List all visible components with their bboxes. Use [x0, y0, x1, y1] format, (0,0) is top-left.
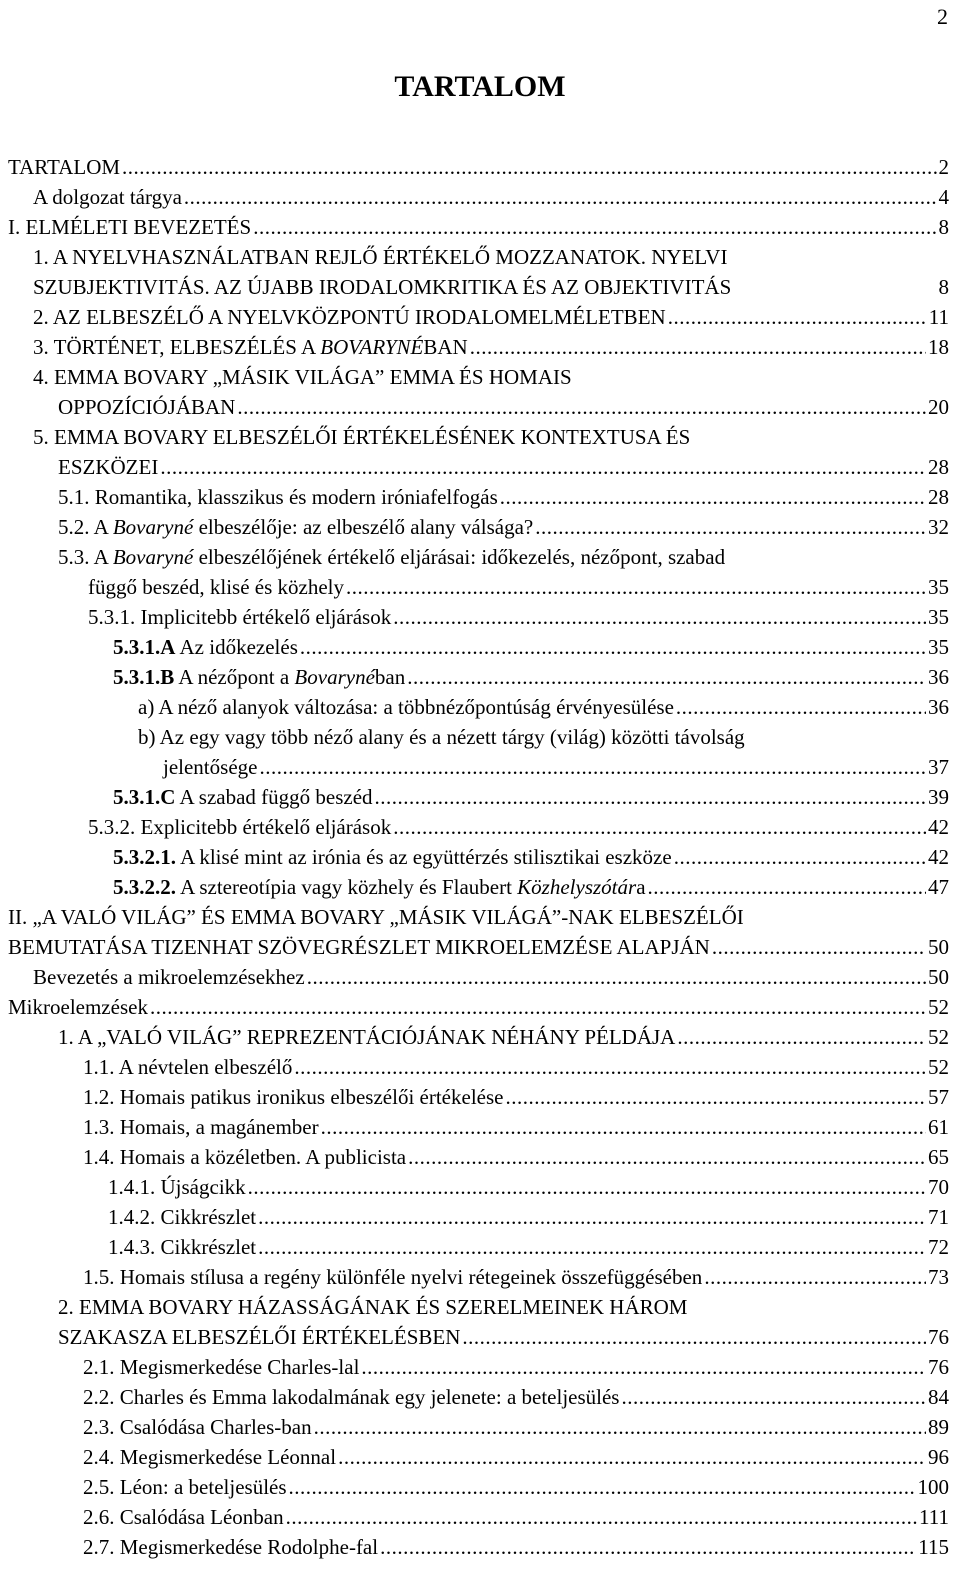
- toc-entry-page: 32: [928, 515, 949, 539]
- toc-entry[interactable]: [8, 902, 949, 962]
- dot-leader: [393, 602, 926, 632]
- table-of-contents: [8, 152, 949, 1562]
- toc-entry-page: 42: [928, 815, 949, 839]
- dot-leader: [321, 1112, 926, 1142]
- toc-entry-title: 5.3.1.A Az időkezelés: [113, 635, 298, 659]
- toc-entry[interactable]: [8, 482, 949, 512]
- toc-entry[interactable]: [8, 782, 949, 812]
- toc-entry-page: 37: [928, 755, 949, 779]
- toc-entry-title: ESZKÖZEI: [58, 455, 159, 479]
- toc-entry-title: 1.4.2. Cikkrészlet: [108, 1205, 257, 1229]
- toc-entry-line: b) Az egy vagy több néző alany és a nézett tárgy (világ) közötti távolság: [138, 725, 745, 749]
- toc-entry[interactable]: [8, 212, 949, 242]
- toc-entry[interactable]: [8, 242, 949, 302]
- toc-entry[interactable]: [8, 1532, 949, 1562]
- toc-entry[interactable]: [8, 1382, 949, 1412]
- toc-entry-page: 52: [928, 1055, 949, 1079]
- toc-entry-title: 1.2. Homais patikus ironikus elbeszélői értékelése: [83, 1085, 504, 1109]
- dot-leader: [407, 662, 926, 692]
- dot-leader: [535, 512, 926, 542]
- toc-entry-page: 115: [918, 1535, 949, 1559]
- toc-entry-title: 1.1. A névtelen elbeszélő: [83, 1055, 293, 1079]
- toc-entry-title: 2. AZ ELBESZÉLŐ A NYELVKÖZPONTÚ IRODALOMELMÉLETBEN: [33, 305, 666, 329]
- toc-entry-title: TARTALOM: [8, 155, 121, 179]
- toc-entry[interactable]: [8, 1442, 949, 1472]
- toc-entry[interactable]: [8, 362, 949, 422]
- dot-leader: [338, 1442, 926, 1472]
- dot-leader: [122, 152, 936, 182]
- dot-leader: [505, 1082, 926, 1112]
- toc-entry-page: 50: [928, 935, 949, 959]
- toc-entry[interactable]: [8, 872, 949, 902]
- toc-entry[interactable]: [8, 1262, 949, 1292]
- toc-entry[interactable]: [8, 1022, 949, 1052]
- toc-entry[interactable]: [8, 662, 949, 692]
- toc-entry[interactable]: [8, 1232, 949, 1262]
- toc-entry[interactable]: [8, 1292, 949, 1352]
- dot-leader: [248, 1172, 926, 1202]
- toc-entry[interactable]: [8, 1112, 949, 1142]
- toc-entry-title: 5.3.1. Implicitebb értékelő eljárások: [88, 605, 392, 629]
- toc-entry-page: 76: [928, 1355, 949, 1379]
- toc-entry-line: 4. EMMA BOVARY „MÁSIK VILÁGA” EMMA ÉS HOMAIS: [33, 365, 572, 389]
- toc-entry-title: 1.4.1. Újságcikk: [108, 1175, 246, 1199]
- toc-entry[interactable]: [8, 962, 949, 992]
- dot-leader: [160, 452, 926, 482]
- toc-entry-page: 84: [928, 1385, 949, 1409]
- toc-entry-title: 1.3. Homais, a magánember: [83, 1115, 319, 1139]
- toc-entry-page: 28: [928, 455, 949, 479]
- toc-entry-title: Bevezetés a mikroelemzésekhez: [33, 965, 305, 989]
- toc-entry-page: 71: [928, 1205, 949, 1229]
- dot-leader: [470, 332, 926, 362]
- toc-entry[interactable]: [8, 842, 949, 872]
- toc-entry-page: 39: [928, 785, 949, 809]
- toc-entry-title: a) A néző alanyok változása: a többnézőpontúság érvényesülése: [138, 695, 674, 719]
- dot-leader: [259, 752, 926, 782]
- toc-entry-page: 35: [928, 605, 949, 629]
- toc-entry-line: 5. EMMA BOVARY ELBESZÉLŐI ÉRTÉKELÉSÉNEK KONTEXTUSA ÉS: [33, 425, 691, 449]
- dot-leader: [674, 842, 926, 872]
- toc-entry-title: 5.3.1.B A nézőpont a Bovarynéban: [113, 665, 406, 689]
- toc-entry[interactable]: [8, 422, 949, 482]
- toc-entry-title: I. ELMÉLETI BEVEZETÉS: [8, 215, 252, 239]
- toc-entry-title: BEMUTATÁSA TIZENHAT SZÖVEGRÉSZLET MIKROELEMZÉSE ALAPJÁN: [8, 935, 710, 959]
- toc-entry[interactable]: [8, 302, 949, 332]
- toc-entry-page: 100: [917, 1475, 949, 1499]
- toc-entry-title: 2.6. Csalódása Léonban: [83, 1505, 284, 1529]
- toc-entry-page: 96: [928, 1445, 949, 1469]
- toc-entry[interactable]: [8, 332, 949, 362]
- toc-entry[interactable]: [8, 1502, 949, 1532]
- toc-entry-title: 1.4. Homais a közéletben. A publicista: [83, 1145, 407, 1169]
- toc-entry-line: II. „A VALÓ VILÁG” ÉS EMMA BOVARY „MÁSIK VILÁGÁ”-NAK ELBESZÉLŐI: [8, 905, 744, 929]
- toc-entry-title: Mikroelemzések: [8, 995, 148, 1019]
- dot-leader: [346, 572, 926, 602]
- toc-entry-page: 11: [928, 305, 949, 329]
- dot-leader: [258, 1232, 926, 1262]
- toc-entry-page: 52: [928, 995, 949, 1019]
- toc-entry-title: 5.1. Romantika, klasszikus és modern iróniafelfogás: [58, 485, 498, 509]
- toc-entry[interactable]: [8, 1172, 949, 1202]
- toc-entry[interactable]: [8, 602, 949, 632]
- dot-leader: [408, 1142, 926, 1172]
- toc-entry-page: 18: [928, 335, 949, 359]
- dot-leader: [307, 962, 926, 992]
- toc-entry-page: 57: [928, 1085, 949, 1109]
- toc-entry-line: 5.3. A Bovaryné elbeszélőjének értékelő eljárásai: időkezelés, nézőpont, szabad: [58, 545, 726, 569]
- toc-entry-page: 42: [928, 845, 949, 869]
- toc-entry[interactable]: [8, 722, 949, 782]
- dot-leader: [462, 1322, 926, 1352]
- toc-entry[interactable]: [8, 812, 949, 842]
- toc-entry-page: 76: [928, 1325, 949, 1349]
- toc-entry[interactable]: [8, 152, 949, 182]
- toc-entry-title: 5.2. A Bovaryné elbeszélője: az elbeszélő alany válsága?: [58, 515, 534, 539]
- page-number: 2: [937, 4, 948, 29]
- toc-entry-title: 3. TÖRTÉNET, ELBESZÉLÉS A BOVARYNÉBAN: [33, 335, 468, 359]
- dot-leader: [648, 872, 926, 902]
- toc-entry-page: 4: [938, 185, 949, 209]
- toc-entry-page: 61: [928, 1115, 949, 1139]
- toc-entry[interactable]: [8, 1202, 949, 1232]
- toc-entry-page: 70: [928, 1175, 949, 1199]
- toc-entry-page: 35: [928, 575, 949, 599]
- toc-entry-title: 2.5. Léon: a beteljesülés: [83, 1475, 287, 1499]
- toc-entry-title: 1. A „VALÓ VILÁG” REPREZENTÁCIÓJÁNAK NÉHÁNY PÉLDÁJA: [58, 1025, 676, 1049]
- toc-entry[interactable]: [8, 512, 949, 542]
- toc-entry-title: SZAKASZA ELBESZÉLŐI ÉRTÉKELÉSBEN: [58, 1325, 461, 1349]
- toc-entry[interactable]: [8, 1352, 949, 1382]
- dot-leader: [184, 182, 937, 212]
- toc-entry-title: 5.3.2.2. A sztereotípia vagy közhely és Flaubert Közhelyszótára: [113, 875, 646, 899]
- dot-leader: [258, 1202, 926, 1232]
- dot-leader: [294, 1052, 926, 1082]
- dot-leader: [393, 812, 926, 842]
- dot-leader: [361, 1352, 926, 1382]
- dot-leader: [314, 1412, 926, 1442]
- toc-entry[interactable]: [8, 692, 949, 722]
- toc-entry[interactable]: [8, 1052, 949, 1082]
- toc-entry[interactable]: [8, 632, 949, 662]
- dot-leader: [677, 1022, 926, 1052]
- toc-entry[interactable]: [8, 1472, 949, 1502]
- dot-leader: [375, 782, 926, 812]
- toc-entry-page: 111: [919, 1505, 949, 1529]
- toc-entry-line: 2. EMMA BOVARY HÁZASSÁGÁNAK ÉS SZERELMEINEK HÁROM: [58, 1295, 688, 1319]
- toc-entry-page: 73: [928, 1265, 949, 1289]
- toc-entry-title: 5.3.2.1. A klisé mint az irónia és az együttérzés stilisztikai eszköze: [113, 845, 672, 869]
- toc-entry[interactable]: [8, 992, 949, 1022]
- toc-entry-title: 2.3. Csalódása Charles-ban: [83, 1415, 312, 1439]
- dot-leader: [704, 1262, 926, 1292]
- toc-entry-title: 2.4. Megismerkedése Léonnal: [83, 1445, 337, 1469]
- toc-entry-title: 5.3.2. Explicitebb értékelő eljárások: [88, 815, 392, 839]
- toc-entry-title: függő beszéd, klisé és közhely: [88, 575, 345, 599]
- dot-leader: [286, 1502, 917, 1532]
- dot-leader: [712, 932, 926, 962]
- toc-entry-title: 2.2. Charles és Emma lakodalmának egy jelenete: a beteljesülés: [83, 1385, 620, 1409]
- toc-entry-page: 50: [928, 965, 949, 989]
- toc-entry-page: 89: [928, 1415, 949, 1439]
- toc-entry-title: 1.5. Homais stílusa a regény különféle nyelvi rétegeinek összefüggésében: [83, 1265, 703, 1289]
- toc-entry[interactable]: [8, 1142, 949, 1172]
- dot-leader: [237, 392, 926, 422]
- toc-entry-page: 52: [928, 1025, 949, 1049]
- toc-entry-title: 5.3.1.C A szabad függő beszéd: [113, 785, 373, 809]
- toc-entry-page: 36: [928, 695, 949, 719]
- toc-entry-title: A dolgozat tárgya: [33, 185, 182, 209]
- dot-leader: [253, 212, 936, 242]
- toc-entry-line: 1. A NYELVHASZNÁLATBAN REJLŐ ÉRTÉKELŐ MOZZANATOK. NYELVI: [33, 245, 728, 269]
- toc-entry-page: 8: [938, 215, 949, 239]
- toc-entry-title: 2.1. Megismerkedése Charles-lal: [83, 1355, 360, 1379]
- dot-leader: [621, 1382, 926, 1412]
- toc-entry-title: 2.7. Megismerkedése Rodolphe-fal: [83, 1535, 379, 1559]
- dot-leader: [150, 992, 926, 1022]
- dot-leader: [300, 632, 926, 662]
- toc-entry-title: SZUBJEKTIVITÁS. AZ ÚJABB IRODALOMKRITIKA ÉS AZ OBJEKTIVITÁS: [33, 275, 732, 299]
- toc-entry-page: 47: [928, 875, 949, 899]
- toc-entry[interactable]: [8, 542, 949, 602]
- toc-entry-page: 2: [938, 155, 949, 179]
- toc-entry-title: 1.4.3. Cikkrészlet: [108, 1235, 257, 1259]
- toc-entry-page: 28: [928, 485, 949, 509]
- dot-leader: [500, 482, 926, 512]
- dot-leader: [289, 1472, 916, 1502]
- toc-entry[interactable]: [8, 182, 949, 212]
- toc-entry-title: jelentősége: [163, 755, 258, 779]
- toc-entry-page: 20: [928, 395, 949, 419]
- toc-entry-page: 72: [928, 1235, 949, 1259]
- toc-entry-page: 35: [928, 635, 949, 659]
- toc-entry[interactable]: [8, 1082, 949, 1112]
- toc-entry[interactable]: [8, 1412, 949, 1442]
- toc-entry-title: OPPOZÍCIÓJÁBAN: [58, 395, 236, 419]
- page-title: TARTALOM: [394, 70, 566, 103]
- dot-leader: [380, 1532, 916, 1562]
- toc-entry-page: 65: [928, 1145, 949, 1169]
- toc-entry-page: 36: [928, 665, 949, 689]
- dot-leader: [676, 692, 926, 722]
- toc-entry-page: 8: [938, 275, 949, 299]
- dot-leader: [668, 302, 927, 332]
